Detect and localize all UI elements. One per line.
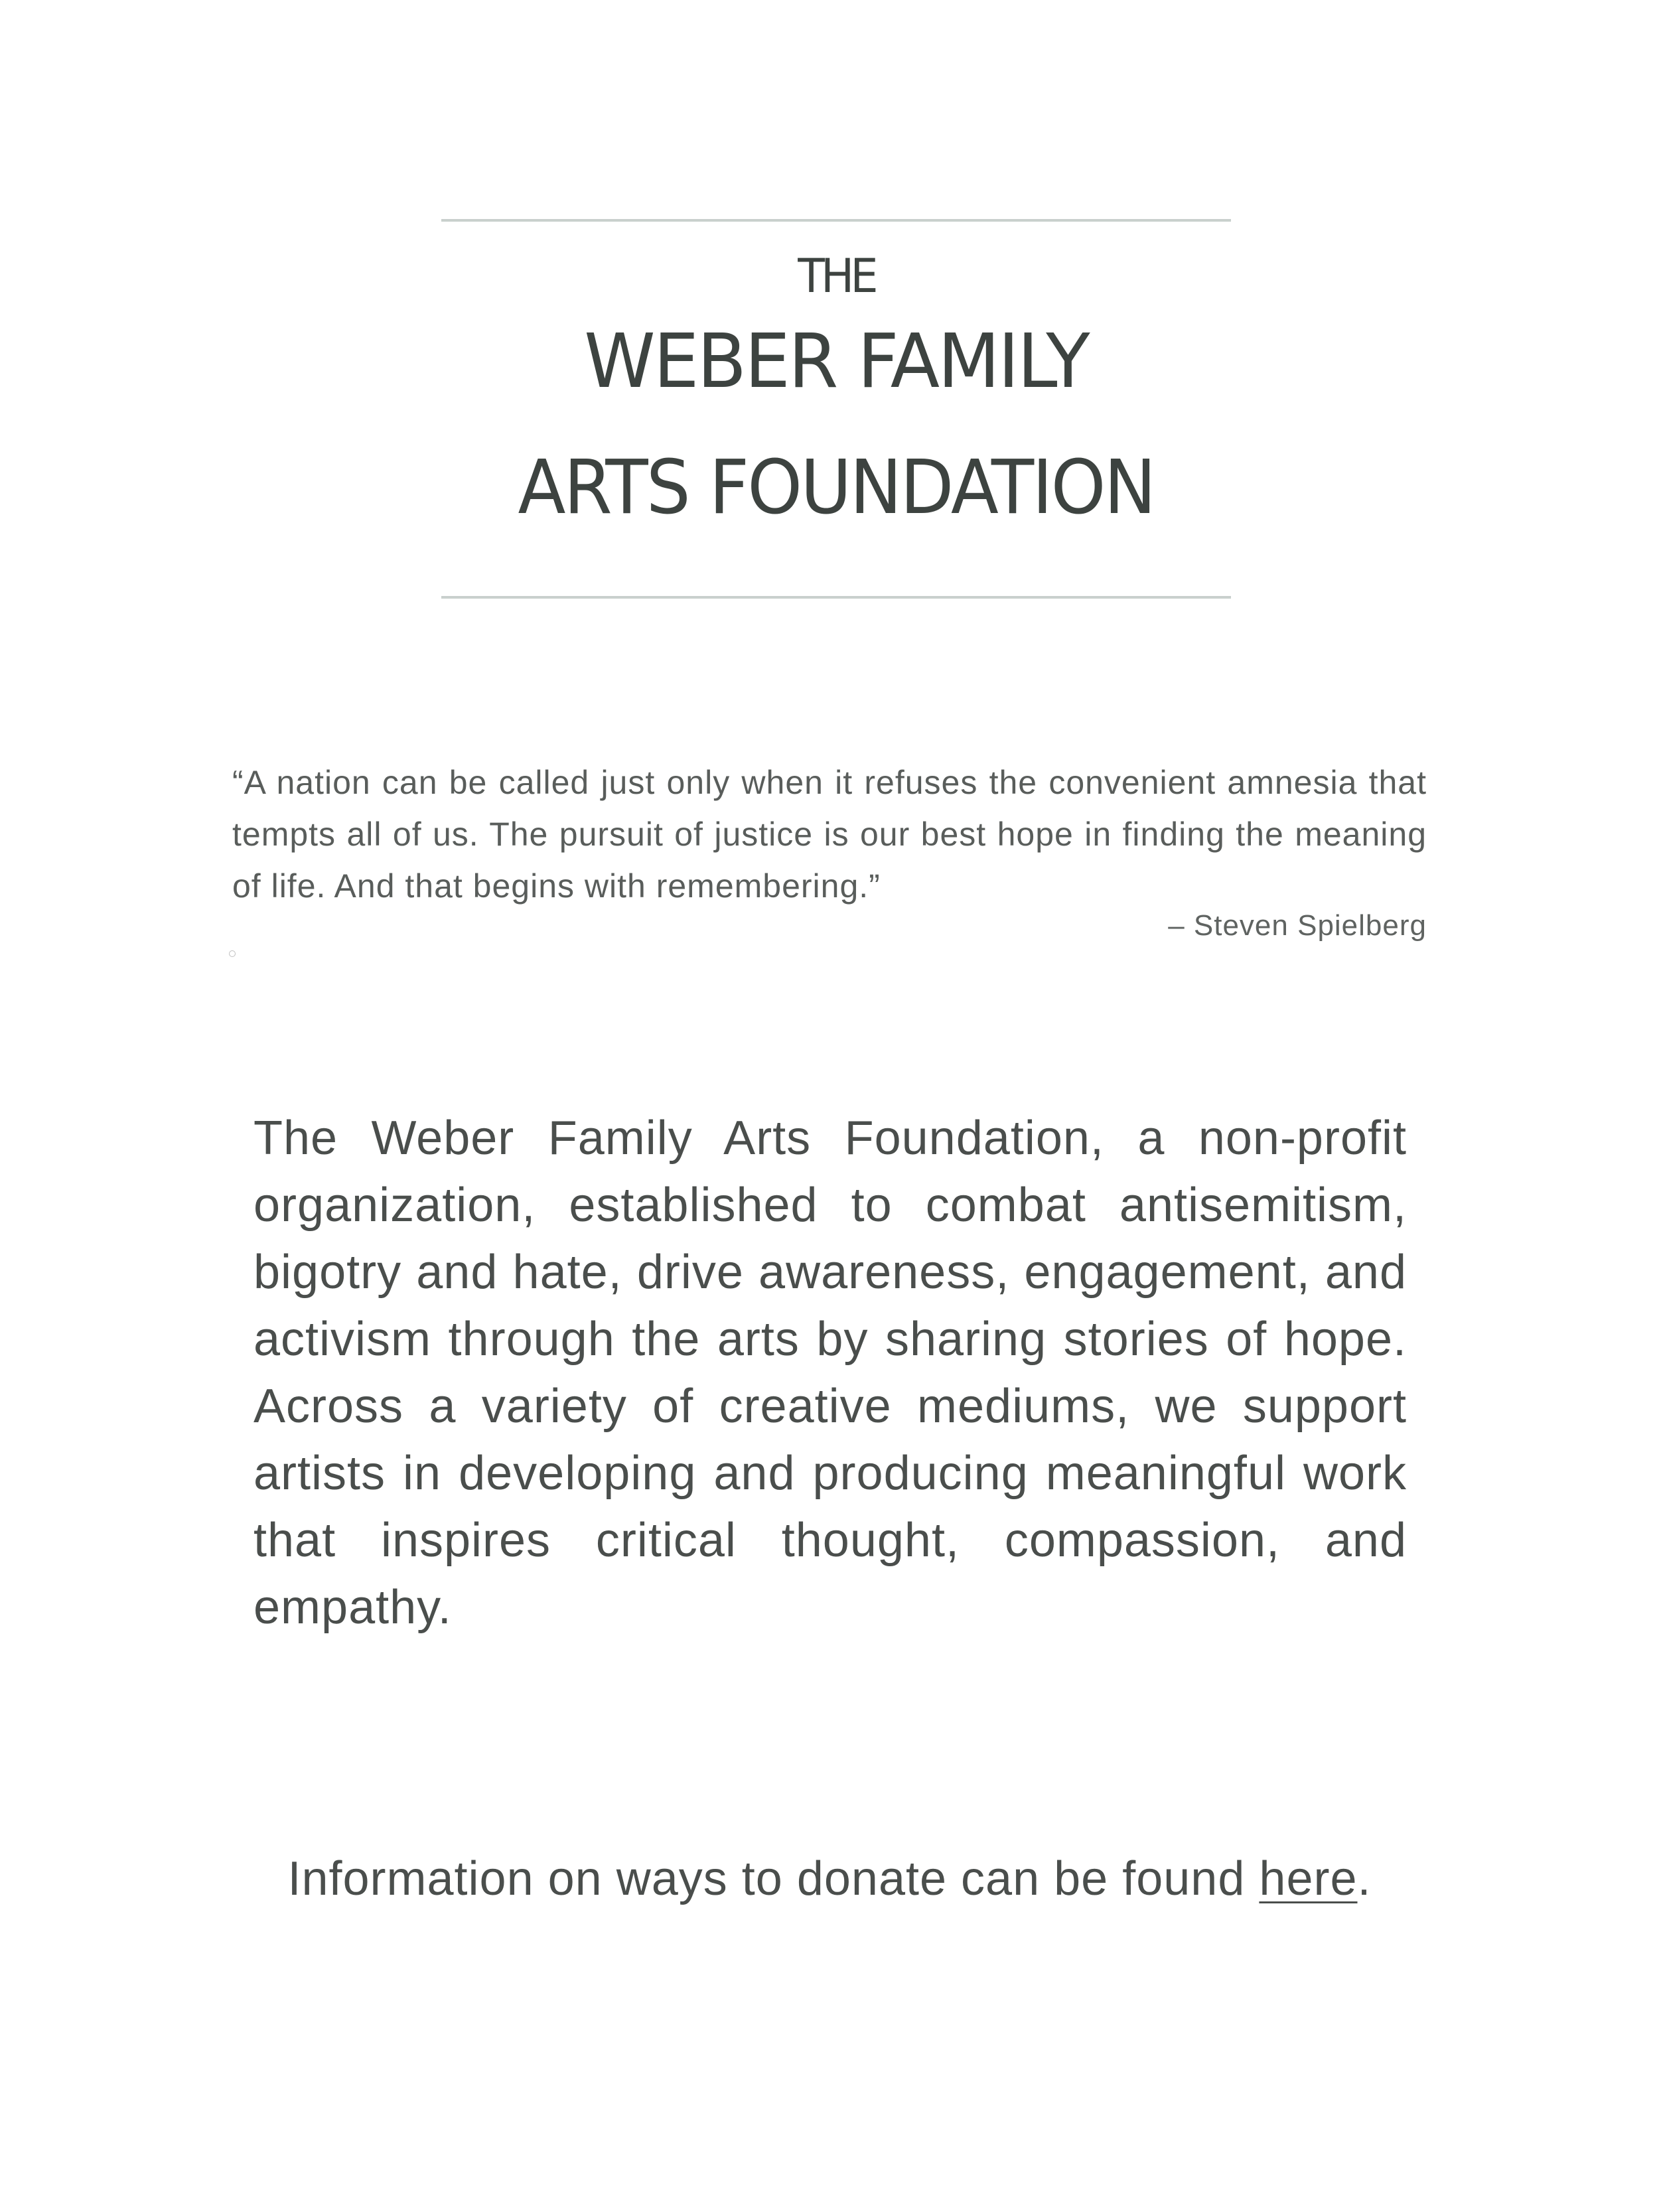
logo-name-line-1: WEBER FAMILY <box>584 319 1088 405</box>
donate-info <box>0 1852 1659 1906</box>
logo-the-text: THE <box>798 249 875 303</box>
donate-text: Information on ways to donate can be found <box>287 1852 1260 1905</box>
logo-top-rule <box>441 219 1231 222</box>
logo-name-line-2: ARTS FOUNDATION <box>518 445 1155 531</box>
quote-attribution: – Steven Spielberg <box>1168 909 1427 942</box>
donate-here-link[interactable]: here <box>1259 1852 1358 1905</box>
small-circle-mark <box>229 950 236 957</box>
logo-bottom-rule <box>441 596 1231 599</box>
foundation-logo <box>441 219 1231 604</box>
donate-period: . <box>1357 1852 1372 1905</box>
mission-statement: The Weber Family Arts Foundation, a non-profit organization, established to combat antisemitism, bigotry and hate, drive awareness, engagement, and activism through the arts by sharing stories of hope. Across a variety of creative mediums, we support artists in developing and producing meaningful work that inspires critical thought, compassion, and empathy. <box>253 1112 1407 1634</box>
spielberg-quote: “A nation can be called just only when it refuses the convenient amnesia that tempts all of us. The pursuit of justice is our best hope in finding the meaning of life. And that begins with remembering.” <box>232 764 1427 905</box>
